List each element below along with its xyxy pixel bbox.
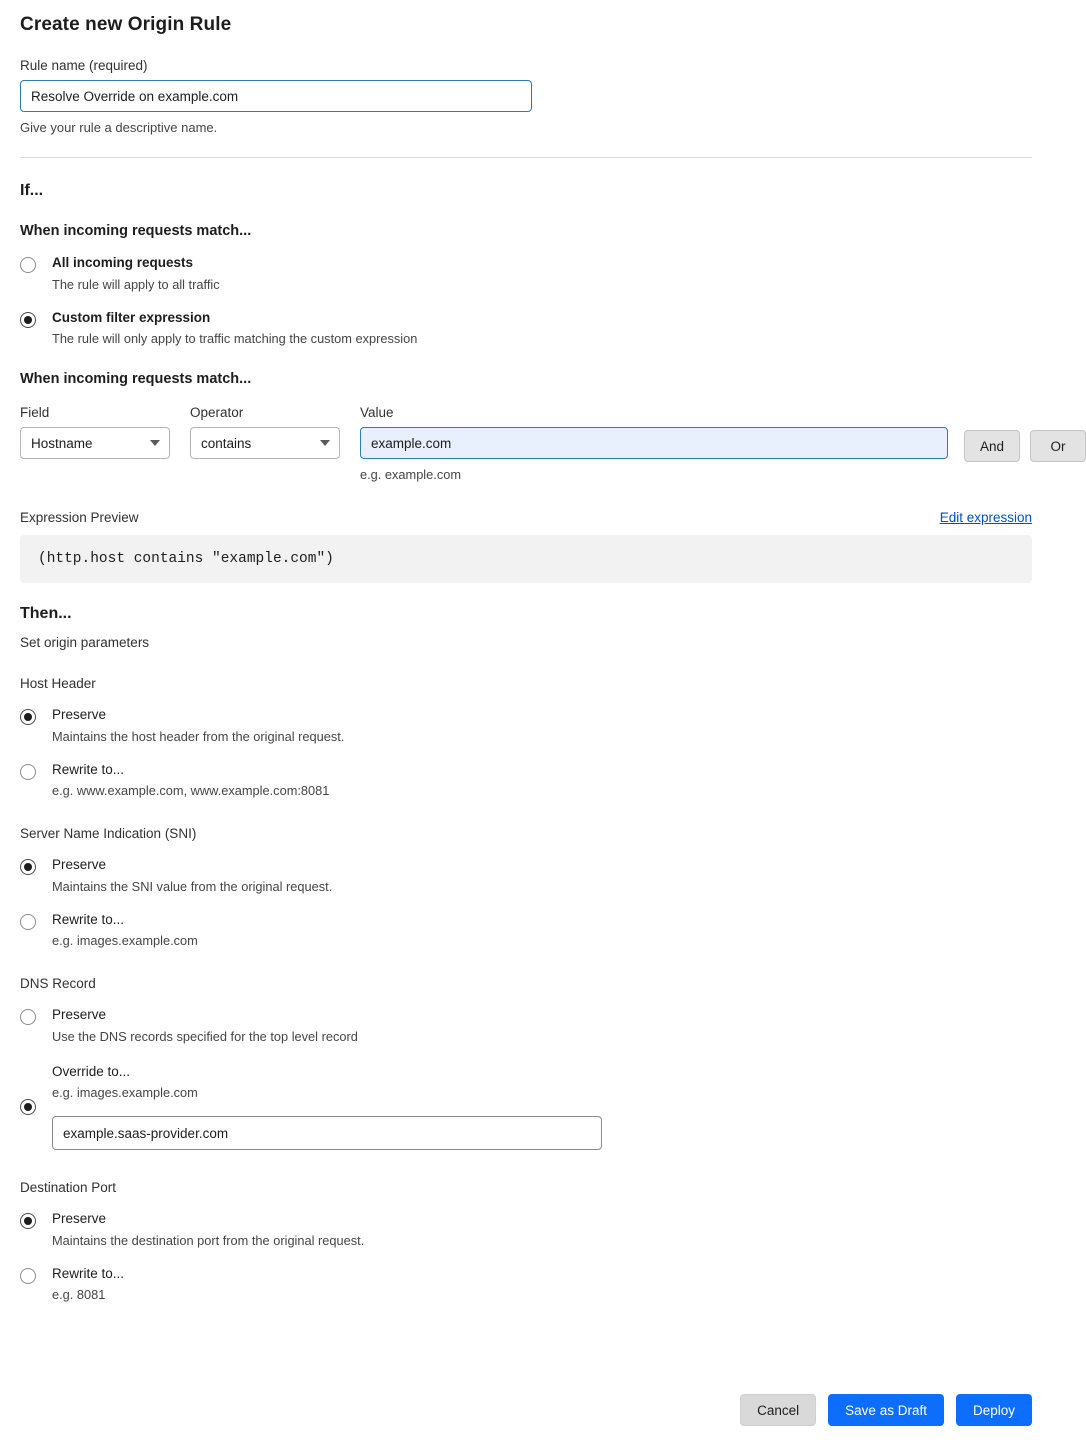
radio-custom-filter-expression[interactable]	[20, 310, 1032, 349]
expression-builder-row	[20, 405, 1066, 482]
radio-icon-all-incoming[interactable]	[20, 257, 36, 273]
rule-name-input[interactable]	[20, 80, 532, 112]
radio-sni-rewrite[interactable]	[20, 912, 1032, 951]
rule-name-label: Rule name (required)	[20, 58, 148, 73]
edit-expression-link[interactable]: Edit expression	[939, 510, 1032, 525]
field-column	[20, 405, 170, 459]
radio-label-port-rewrite: Rewrite to...	[52, 1265, 125, 1281]
rule-name-group	[20, 58, 1032, 135]
radio-label-all-incoming: All incoming requests	[52, 255, 194, 270]
radio-desc-sni-rewrite: e.g. images.example.com	[52, 933, 198, 949]
match-heading: When incoming requests match...	[20, 223, 252, 239]
value-input[interactable]	[360, 427, 948, 459]
radio-port-rewrite[interactable]	[20, 1266, 1032, 1305]
expression-preview-box: (http.host contains "example.com")	[20, 535, 1032, 583]
destination-port-label: Destination Port	[20, 1180, 117, 1195]
expression-preview-header	[20, 510, 1032, 525]
radio-dns-preserve[interactable]	[20, 1007, 1032, 1046]
radio-icon-dns-override[interactable]	[20, 1099, 36, 1115]
operator-select[interactable]: contains	[190, 427, 340, 459]
value-label: Value	[360, 405, 394, 420]
radio-desc-port-preserve: Maintains the destination port from the original request.	[52, 1232, 365, 1248]
radio-host-header-rewrite[interactable]	[20, 762, 1032, 801]
sni-label: Server Name Indication (SNI)	[20, 826, 197, 841]
expression-builder-heading: When incoming requests match...	[20, 371, 252, 387]
radio-label-host-header-preserve: Preserve	[52, 707, 107, 722]
dns-record-label: DNS Record	[20, 976, 96, 991]
radio-icon-host-header-rewrite[interactable]	[20, 764, 36, 780]
radio-port-preserve[interactable]	[20, 1211, 1032, 1250]
radio-desc-dns-preserve: Use the DNS records specified for the top level record	[52, 1028, 358, 1044]
expression-preview-label: Expression Preview	[20, 510, 139, 525]
radio-label-custom-filter: Custom filter expression	[52, 309, 211, 325]
dns-override-input[interactable]	[52, 1116, 602, 1150]
page-title: Create new Origin Rule	[20, 14, 232, 35]
radio-label-dns-preserve: Preserve	[52, 1007, 107, 1022]
chevron-down-icon	[320, 440, 330, 446]
radio-label-sni-rewrite: Rewrite to...	[52, 911, 125, 927]
operator-select-wrap[interactable]	[190, 427, 340, 459]
radio-icon-host-header-preserve[interactable]	[20, 709, 36, 725]
set-origin-parameters-label: Set origin parameters	[20, 635, 150, 650]
radio-all-incoming-requests[interactable]	[20, 255, 1032, 294]
cancel-button[interactable]: Cancel	[740, 1394, 816, 1426]
radio-host-header-preserve[interactable]	[20, 707, 1032, 746]
chevron-down-icon	[150, 440, 160, 446]
radio-label-sni-preserve: Preserve	[52, 857, 107, 872]
radio-icon-dns-preserve[interactable]	[20, 1009, 36, 1025]
value-helper: e.g. example.com	[360, 467, 462, 482]
radio-label-host-header-rewrite: Rewrite to...	[52, 761, 125, 777]
field-select-wrap[interactable]	[20, 427, 170, 459]
radio-icon-port-rewrite[interactable]	[20, 1268, 36, 1284]
if-section-heading: If...	[20, 182, 44, 199]
operator-column	[190, 405, 340, 459]
host-header-label: Host Header	[20, 676, 96, 691]
and-button[interactable]: And	[964, 430, 1020, 462]
or-button[interactable]: Or	[1030, 430, 1086, 462]
field-select[interactable]: Hostname	[20, 427, 170, 459]
logic-buttons	[964, 405, 1086, 462]
radio-desc-all-incoming: The rule will apply to all traffic	[52, 276, 220, 292]
save-as-draft-button[interactable]: Save as Draft	[828, 1394, 944, 1426]
value-column	[360, 405, 948, 482]
radio-desc-host-header-preserve: Maintains the host header from the original request.	[52, 728, 345, 744]
radio-icon-port-preserve[interactable]	[20, 1213, 36, 1229]
radio-icon-sni-rewrite[interactable]	[20, 914, 36, 930]
radio-label-dns-override: Override to...	[52, 1063, 131, 1079]
radio-dns-override[interactable]	[20, 1064, 1032, 1151]
operator-label: Operator	[190, 405, 244, 420]
form-footer	[740, 1394, 1032, 1426]
radio-icon-custom-filter[interactable]	[20, 312, 36, 328]
radio-desc-sni-preserve: Maintains the SNI value from the original request.	[52, 878, 333, 894]
section-divider	[20, 157, 1032, 158]
radio-desc-port-rewrite: e.g. 8081	[52, 1287, 106, 1303]
radio-desc-custom-filter: The rule will only apply to traffic matching the custom expression	[52, 331, 418, 347]
radio-desc-host-header-rewrite: e.g. www.example.com, www.example.com:8081	[52, 783, 330, 799]
field-label: Field	[20, 405, 50, 420]
radio-icon-sni-preserve[interactable]	[20, 859, 36, 875]
then-section-heading: Then...	[20, 605, 72, 622]
radio-sni-preserve[interactable]	[20, 857, 1032, 896]
rule-name-helper: Give your rule a descriptive name.	[20, 120, 218, 135]
radio-desc-dns-override: e.g. images.example.com	[52, 1085, 198, 1101]
deploy-button[interactable]: Deploy	[956, 1394, 1032, 1426]
radio-label-port-preserve: Preserve	[52, 1211, 107, 1226]
